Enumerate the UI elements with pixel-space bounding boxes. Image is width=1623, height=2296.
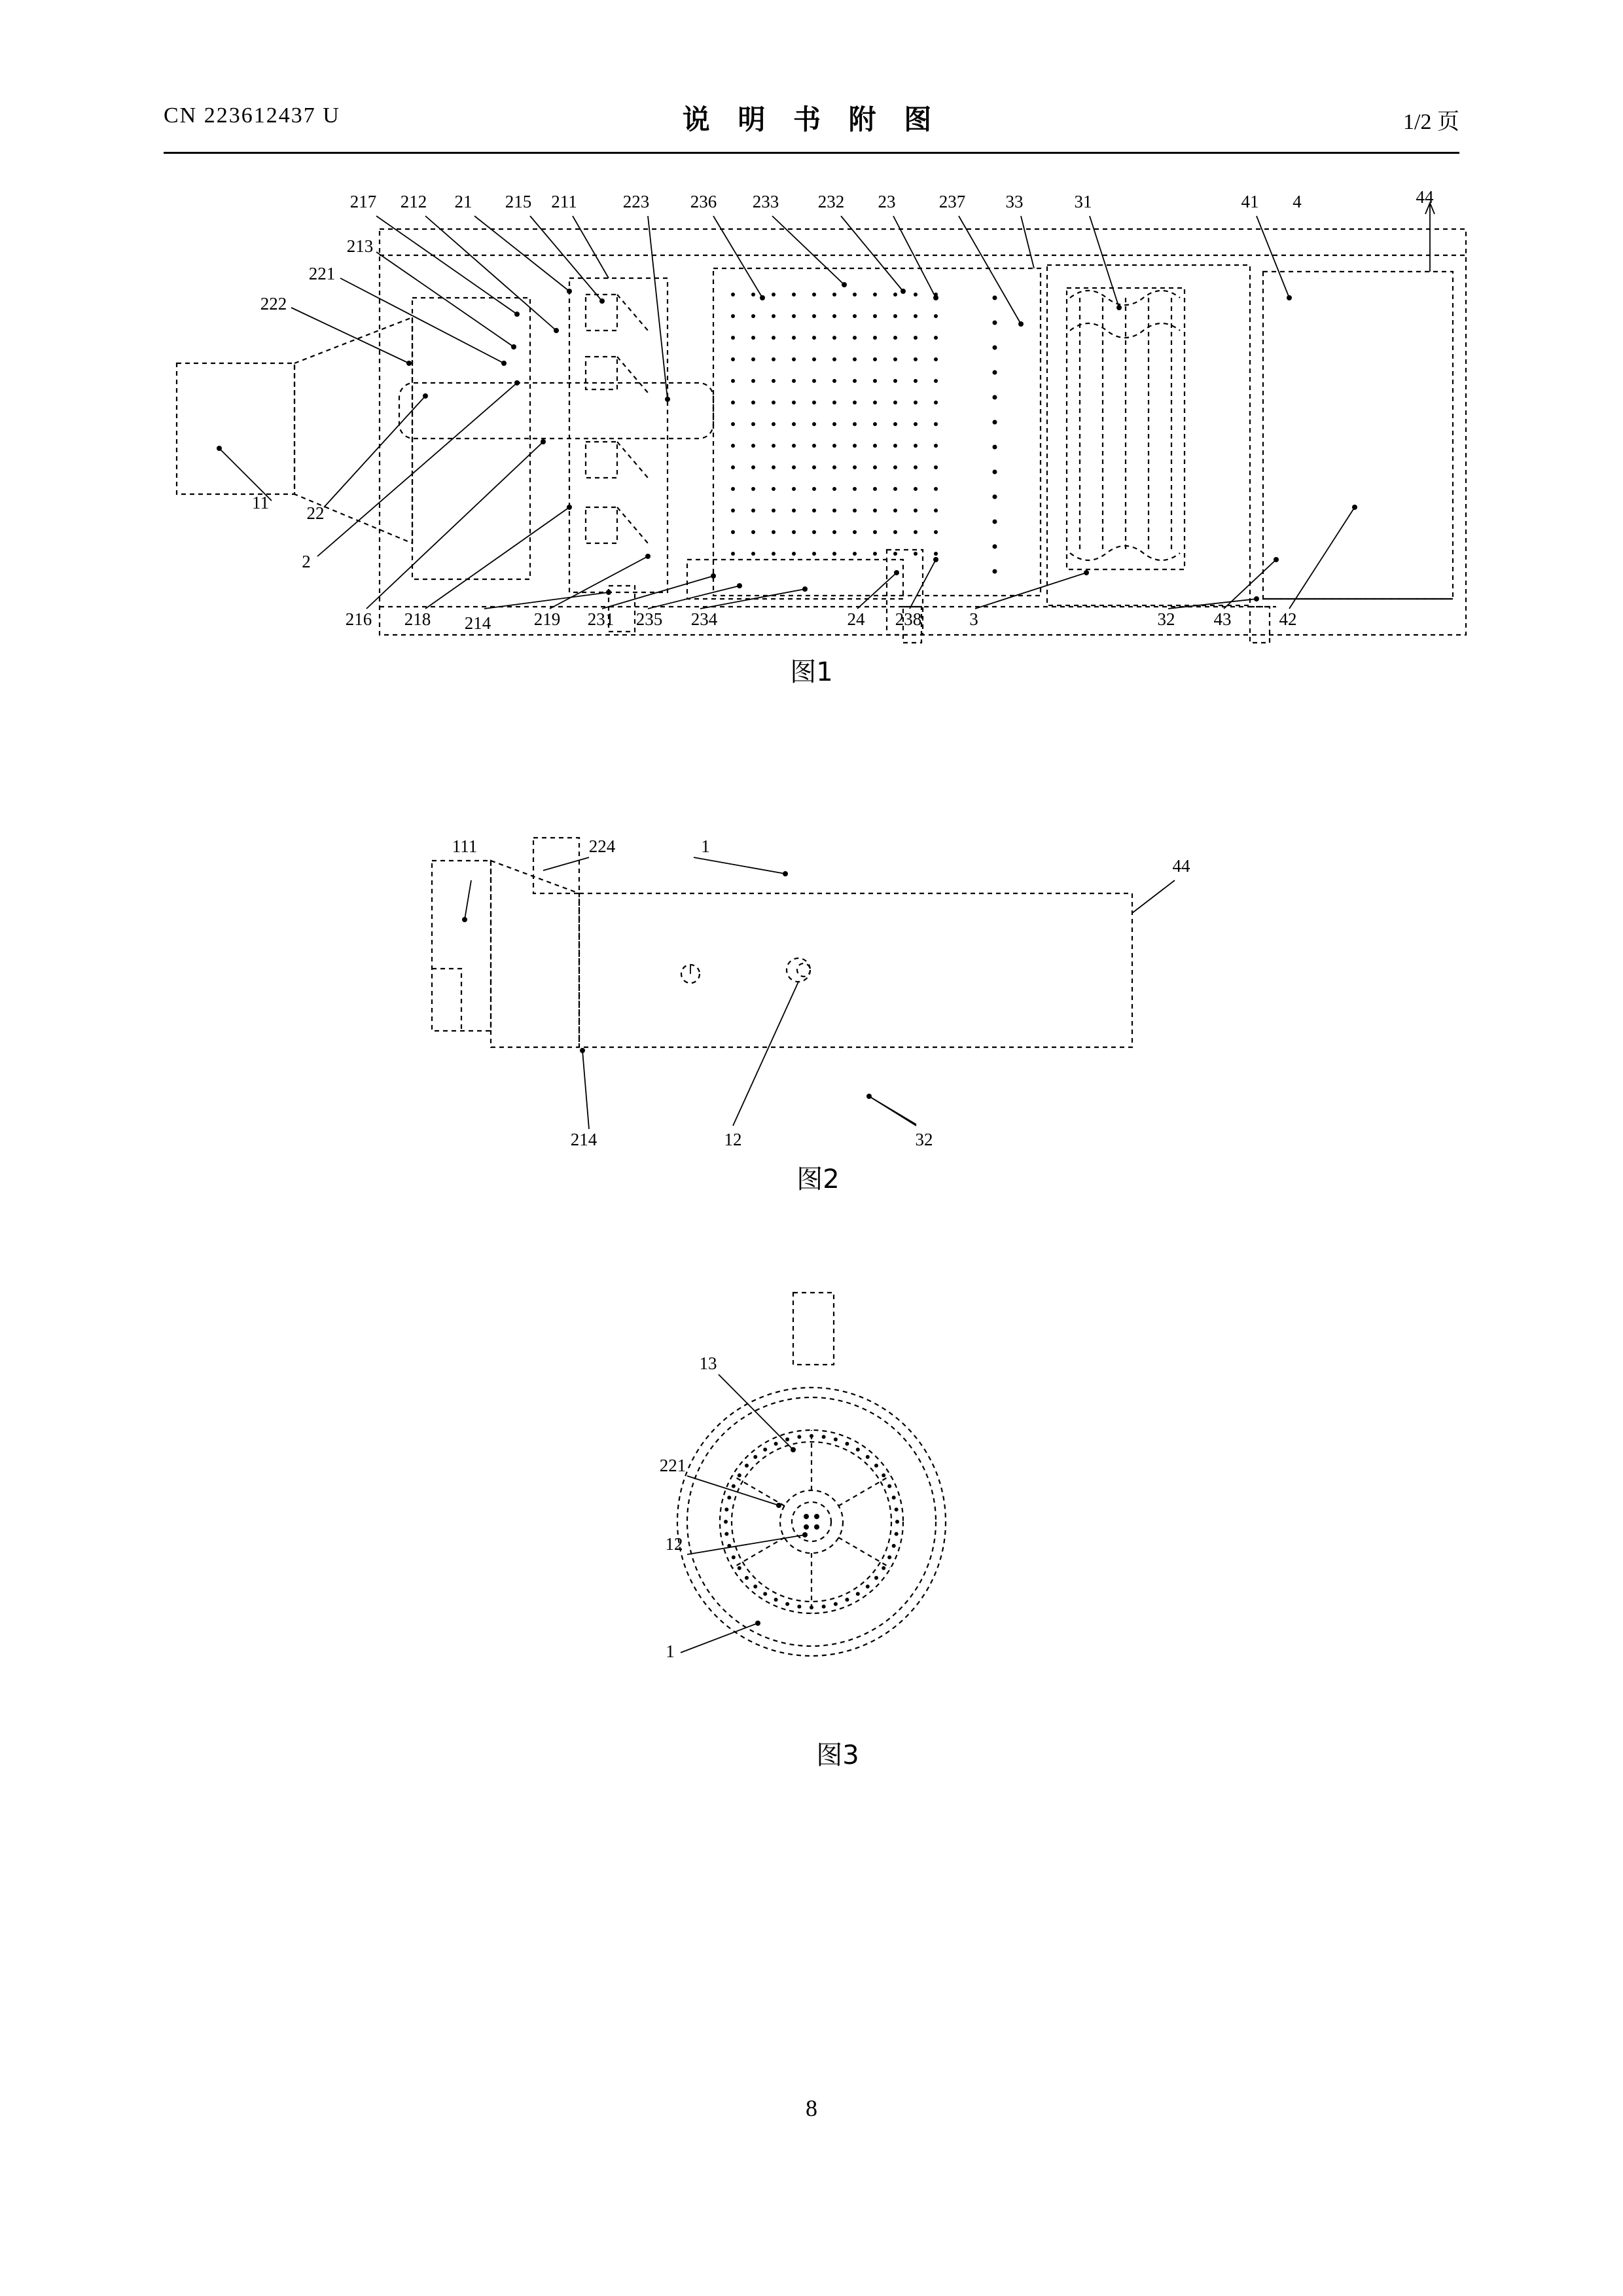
fig1-label-232: 232 <box>817 192 845 211</box>
fig1-label-221: 221 <box>308 264 336 283</box>
fig1-label-214: 214 <box>464 613 491 633</box>
fig3-label-221: 221 <box>659 1456 687 1475</box>
fig1-label-31: 31 <box>1074 192 1092 211</box>
fig2-label-214: 214 <box>570 1130 597 1149</box>
fig1-label-213: 213 <box>346 236 374 256</box>
fig3-label-13: 13 <box>699 1354 717 1373</box>
figure-2-caption: 图2 <box>796 1164 840 1194</box>
figure-2 <box>393 831 1243 1194</box>
fig2-label-32: 32 <box>915 1130 933 1149</box>
figure-1-caption: 图1 <box>790 657 833 687</box>
fig1-label-211: 211 <box>551 192 577 211</box>
fig1-label-44: 44 <box>1416 187 1434 207</box>
fig1-label-222: 222 <box>260 294 287 314</box>
fig1-label-217: 217 <box>349 192 377 211</box>
fig1-label-216: 216 <box>345 609 372 629</box>
figure-3-caption: 图3 <box>816 1740 859 1770</box>
fig1-label-32: 32 <box>1157 609 1175 629</box>
fig2-label-1: 1 <box>701 836 710 856</box>
figure-3 <box>589 1283 1086 1780</box>
fig1-label-219: 219 <box>533 609 561 629</box>
fig2-label-44: 44 <box>1172 856 1190 876</box>
fig1-label-2: 2 <box>302 552 311 571</box>
fig1-label-235: 235 <box>635 609 663 629</box>
fig1-label-231: 231 <box>587 609 615 629</box>
fig1-label-236: 236 <box>690 192 717 211</box>
figure-1 <box>151 167 1472 691</box>
fig1-label-233: 233 <box>752 192 779 211</box>
fig1-label-4: 4 <box>1293 192 1302 211</box>
fig1-label-238: 238 <box>895 609 922 629</box>
fig2-label-224: 224 <box>588 836 616 856</box>
fig3-label-1: 1 <box>666 1641 675 1661</box>
fig1-label-215: 215 <box>505 192 532 211</box>
fig2-label-111: 111 <box>452 836 478 856</box>
fig1-label-43: 43 <box>1213 609 1232 629</box>
fig1-label-11: 11 <box>252 493 269 512</box>
document-title: 说 明 书 附 图 <box>682 103 941 135</box>
page-indicator: 1/2 页 <box>1403 110 1459 134</box>
figure-2-drawing <box>393 831 1243 1185</box>
fig1-label-218: 218 <box>404 609 431 629</box>
fig1-label-234: 234 <box>690 609 718 629</box>
fig2-label-12: 12 <box>724 1130 742 1149</box>
fig1-label-223: 223 <box>622 192 650 211</box>
fig3-label-12: 12 <box>665 1534 683 1554</box>
fig1-label-33: 33 <box>1005 192 1024 211</box>
header-divider <box>164 152 1459 154</box>
fig1-label-3: 3 <box>969 609 978 629</box>
fig1-label-24: 24 <box>847 609 865 629</box>
fig1-label-22: 22 <box>306 503 325 523</box>
fig1-label-21: 21 <box>454 192 473 211</box>
fig1-label-42: 42 <box>1279 609 1297 629</box>
fig1-label-237: 237 <box>938 192 966 211</box>
figure-1-drawing <box>151 167 1472 691</box>
page-number: 8 <box>806 2095 817 2121</box>
page-header <box>164 98 1459 144</box>
patent-number: CN 223612437 U <box>164 103 340 128</box>
figure-3-drawing <box>589 1283 1086 1780</box>
fig1-label-212: 212 <box>400 192 427 211</box>
fig1-label-41: 41 <box>1241 192 1259 211</box>
fig1-label-23: 23 <box>878 192 896 211</box>
